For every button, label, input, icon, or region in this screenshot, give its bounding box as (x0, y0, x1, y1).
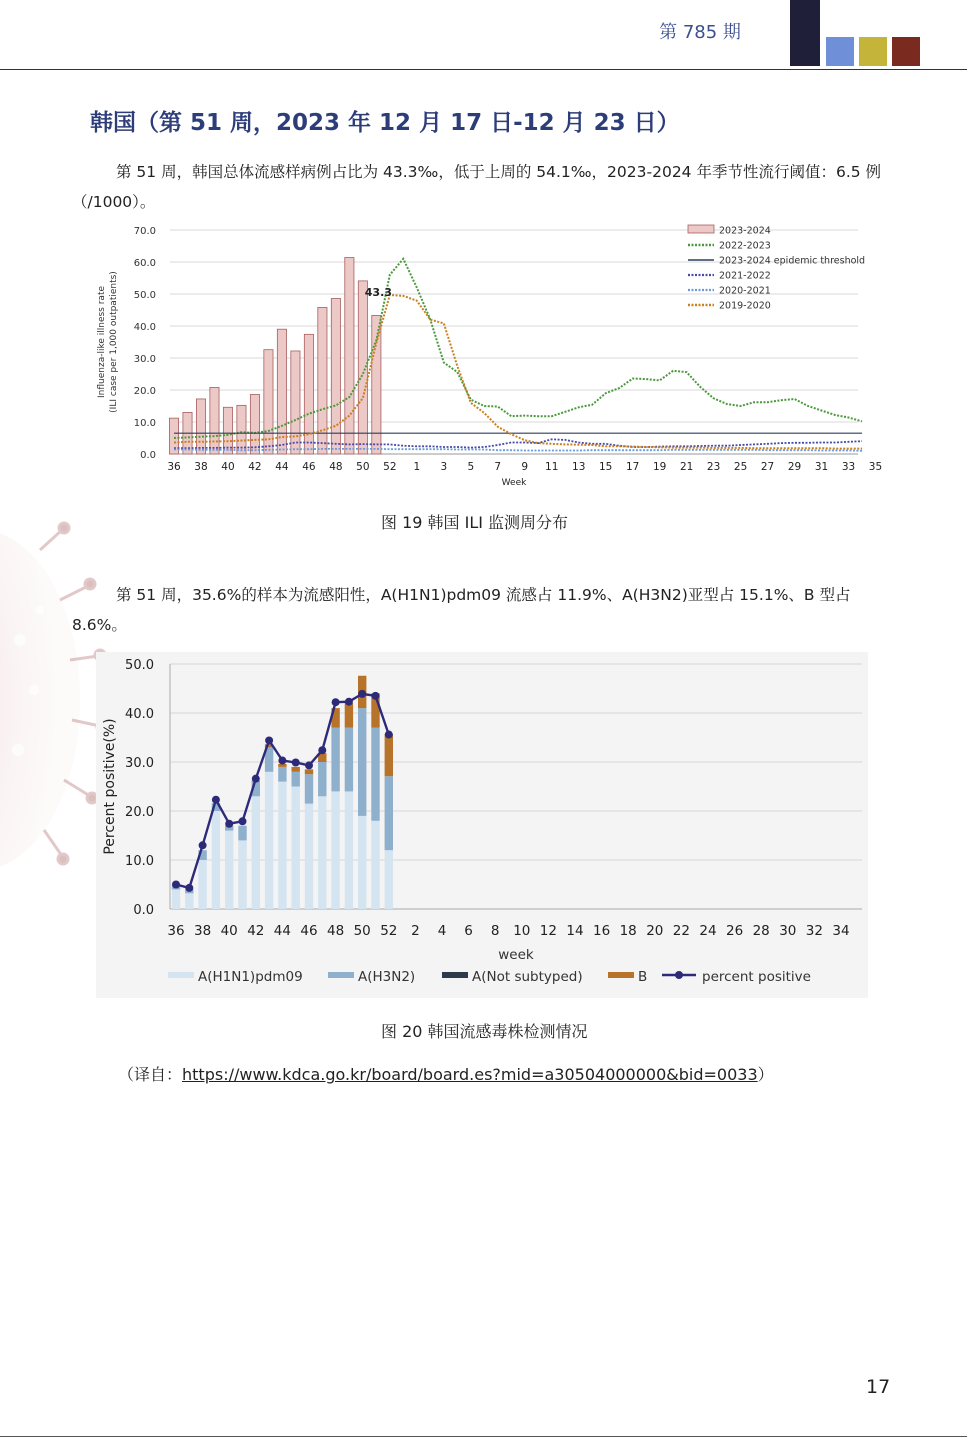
x-tick-label: 32 (805, 923, 823, 939)
x-tick-label: 26 (726, 923, 744, 939)
x-tick-label: 7 (494, 461, 502, 473)
x-tick-label: 17 (625, 461, 640, 473)
x-tick-label: 35 (868, 461, 883, 473)
source-link[interactable]: https://www.kdca.go.kr/board/board.es?mid=a30504000000&bid=0033 (182, 1065, 758, 1084)
x-tick-label: 42 (248, 461, 262, 473)
percent-positive-point (345, 698, 353, 706)
bar-h1n1 (225, 831, 233, 909)
y-tick-label: 0.0 (133, 903, 154, 918)
x-tick-label: 5 (467, 461, 475, 473)
percent-positive-point (385, 731, 393, 739)
x-tick-label: 6 (464, 923, 473, 939)
percent-positive-chart (96, 652, 868, 998)
x-tick-label: 46 (302, 461, 316, 473)
x-tick-label: 29 (787, 461, 802, 473)
percent-positive-point (292, 758, 300, 766)
bar-h1n1 (212, 811, 220, 909)
x-tick-label: 18 (619, 923, 637, 939)
y-tick-label: 30.0 (133, 354, 156, 365)
legend-label: 2023-2024 epidemic threshold (719, 255, 866, 267)
x-tick-label: 13 (572, 461, 586, 473)
bar-2023-2024 (345, 258, 354, 454)
x-tick-label: 50 (353, 923, 371, 939)
bar-2023-2024 (304, 334, 313, 454)
bar-h3n2 (371, 728, 379, 821)
x-tick-label: 23 (706, 461, 721, 473)
header-rule (0, 69, 967, 70)
bar-h3n2 (292, 772, 300, 787)
bar-2023-2024 (250, 394, 259, 454)
x-tick-label: 9 (521, 461, 529, 473)
x-tick-label: 19 (652, 461, 667, 473)
legend-swatch (688, 225, 714, 233)
x-tick-label: 11 (545, 461, 559, 473)
x-tick-label: 48 (329, 461, 343, 473)
x-tick-label: 40 (221, 461, 235, 473)
bar-h1n1 (238, 840, 246, 909)
y-tick-label: 40.0 (133, 322, 156, 333)
x-tick-label: 15 (598, 461, 613, 473)
bar-h3n2 (278, 767, 286, 782)
x-tick-label: 42 (247, 923, 265, 939)
bar-h1n1 (358, 816, 366, 909)
bar-h1n1 (185, 893, 193, 909)
bar-b (345, 703, 353, 728)
bar-h1n1 (198, 860, 206, 909)
legend-label: 2022-2023 (719, 240, 771, 252)
bar-h1n1 (292, 787, 300, 910)
x-tick-label: 33 (841, 461, 856, 473)
annotation-label: 43.3 (364, 286, 392, 299)
x-tick-label: 22 (672, 923, 690, 939)
page-number: 17 (866, 1376, 891, 1398)
bar-h3n2 (385, 776, 393, 850)
figure-20-caption: 图 20 韩国流感毒株检测情况 (381, 1022, 588, 1041)
percent-positive-point (172, 881, 180, 889)
y-tick-label: 0.0 (140, 450, 156, 461)
x-tick-label: 1 (413, 461, 421, 473)
bar-h3n2 (331, 728, 339, 792)
bar-h1n1 (278, 782, 286, 909)
x-tick-label: 34 (832, 923, 850, 939)
section-title: 韩国（第 51 周，2023 年 12 月 17 日-12 月 23 日） (90, 110, 680, 136)
bar-h1n1 (252, 796, 260, 909)
y-tick-label: 50.0 (125, 658, 154, 673)
y-tick-label: 10.0 (125, 854, 154, 869)
legend-label: percent positive (702, 969, 811, 985)
x-tick-label: 12 (539, 923, 557, 939)
source-note (118, 1062, 774, 1085)
x-tick-label: 24 (699, 923, 717, 939)
y-axis-label: Percent positive(%) (102, 718, 118, 855)
x-tick-label: 3 (440, 461, 448, 473)
x-tick-label: 30 (779, 923, 797, 939)
y-axis-label: Influenza-like illness rate (97, 285, 107, 399)
y-tick-label: 30.0 (125, 756, 154, 771)
percent-positive-point (239, 817, 247, 825)
legend-label: A(Not subtyped) (472, 969, 583, 985)
header-block-brown (892, 37, 920, 66)
y-tick-label: 20.0 (133, 386, 156, 397)
percent-positive-point (225, 820, 233, 828)
issue-label: 第 785 期 (659, 22, 741, 43)
bar-b (305, 769, 313, 774)
x-tick-label: 8 (490, 923, 500, 939)
bar-h3n2 (358, 708, 366, 816)
legend-label: A(H3N2) (358, 969, 416, 985)
percent-positive-point (265, 736, 273, 744)
percent-positive-point (278, 757, 286, 765)
bar-h3n2 (305, 774, 313, 803)
x-tick-label: 48 (327, 923, 345, 939)
header-block-dark (790, 0, 820, 66)
percent-positive-point (212, 796, 220, 804)
x-tick-label: 21 (679, 461, 694, 473)
x-tick-label: 36 (167, 461, 181, 473)
y-tick-label: 70.0 (133, 226, 156, 237)
paragraph-ili-summary: 第 51 周，韩国总体流感样病例占比为 43.3‰，低于上周的 54.1‰，2023-2024 年季节性流行阈值：6.5 例（/1000）。 (72, 163, 882, 211)
legend-swatch (608, 972, 634, 978)
x-tick-label: 14 (566, 923, 584, 939)
footer-rule (0, 1436, 967, 1437)
legend-swatch (442, 972, 468, 978)
percent-positive-point (305, 761, 313, 769)
x-tick-label: 10 (513, 923, 531, 939)
x-tick-label: 44 (273, 923, 291, 939)
figure-19-caption: 图 19 韩国 ILI 监测周分布 (381, 513, 569, 532)
x-tick-label: 38 (194, 461, 208, 473)
x-tick-label: 50 (356, 461, 370, 473)
legend-swatch (328, 972, 354, 978)
bar-h1n1 (318, 796, 326, 909)
percent-positive-point (199, 841, 207, 849)
legend-label: 2019-2020 (719, 300, 771, 312)
source-suffix: ） (757, 1065, 774, 1084)
bar-b (292, 767, 300, 772)
bar-2023-2024 (210, 387, 219, 454)
percent-positive-point (252, 775, 260, 783)
y-axis-label-group (97, 271, 119, 413)
bar-2023-2024 (291, 351, 300, 454)
percent-positive-point (372, 692, 380, 700)
x-tick-label: 46 (300, 923, 318, 939)
x-tick-label: 16 (593, 923, 611, 939)
bar-h1n1 (385, 850, 393, 909)
y-tick-label: 10.0 (133, 418, 156, 429)
paragraph-virus-positivity: 第 51 周，35.6%的样本为流感阳性，A(H1N1)pdm09 流感占 11.9%、A(H3N2)亚型占 15.1%、B 型占 8.6%。 (72, 586, 851, 634)
y-axis-label-group (102, 718, 118, 854)
percent-positive-point (332, 698, 340, 706)
x-tick-label: 44 (275, 461, 289, 473)
bar-h1n1 (172, 889, 180, 909)
legend-swatch (168, 972, 194, 978)
bar-h3n2 (345, 728, 353, 792)
legend-label: B (638, 969, 648, 985)
x-tick-label: 38 (194, 923, 212, 939)
legend-label: A(H1N1)pdm09 (198, 969, 303, 985)
virus-decoration (0, 520, 110, 890)
x-tick-label: 2 (411, 923, 420, 939)
bar-b (385, 734, 393, 776)
header-block-yellow (859, 37, 887, 66)
x-tick-label: 25 (733, 461, 748, 473)
bar-2023-2024 (331, 298, 340, 454)
y-tick-label: 20.0 (125, 805, 154, 820)
x-tick-label: 27 (760, 461, 775, 473)
x-tick-label: 52 (383, 461, 397, 473)
bar-h1n1 (345, 791, 353, 909)
percent-positive-point (318, 746, 326, 754)
bar-h1n1 (371, 821, 379, 909)
x-tick-label: 36 (167, 923, 185, 939)
x-tick-label: 4 (437, 923, 447, 939)
y-tick-label: 40.0 (125, 707, 154, 722)
bar-h3n2 (318, 762, 326, 796)
percent-positive-point (358, 690, 366, 698)
bar-h1n1 (331, 791, 339, 909)
y-axis-label-2: (ILI case per 1,000 outpatients) (109, 271, 119, 413)
legend-label: 2021-2022 (719, 270, 771, 282)
x-tick-label: 31 (814, 461, 829, 473)
x-tick-label: 20 (646, 923, 664, 939)
y-tick-label: 60.0 (133, 258, 156, 269)
bar-h1n1 (305, 804, 313, 909)
bar-2023-2024 (318, 307, 327, 454)
legend-label: 2023-2024 (719, 225, 771, 237)
x-axis-label: Week (501, 478, 527, 488)
header-block-blue (826, 37, 854, 66)
x-tick-label: 40 (220, 923, 238, 939)
x-tick-label: 28 (752, 923, 770, 939)
bar-2023-2024 (196, 399, 205, 454)
x-tick-label: 52 (380, 923, 398, 939)
source-prefix: （译自： (118, 1065, 183, 1084)
y-tick-label: 50.0 (133, 290, 156, 301)
legend-label: 2020-2021 (719, 285, 771, 297)
ili-weekly-chart (90, 218, 883, 498)
legend-swatch-marker (675, 971, 683, 979)
bar-h3n2 (238, 826, 246, 841)
bar-2023-2024 (277, 329, 286, 454)
bar-h1n1 (265, 772, 273, 909)
percent-positive-point (185, 884, 193, 892)
x-axis-label: week (498, 947, 534, 963)
